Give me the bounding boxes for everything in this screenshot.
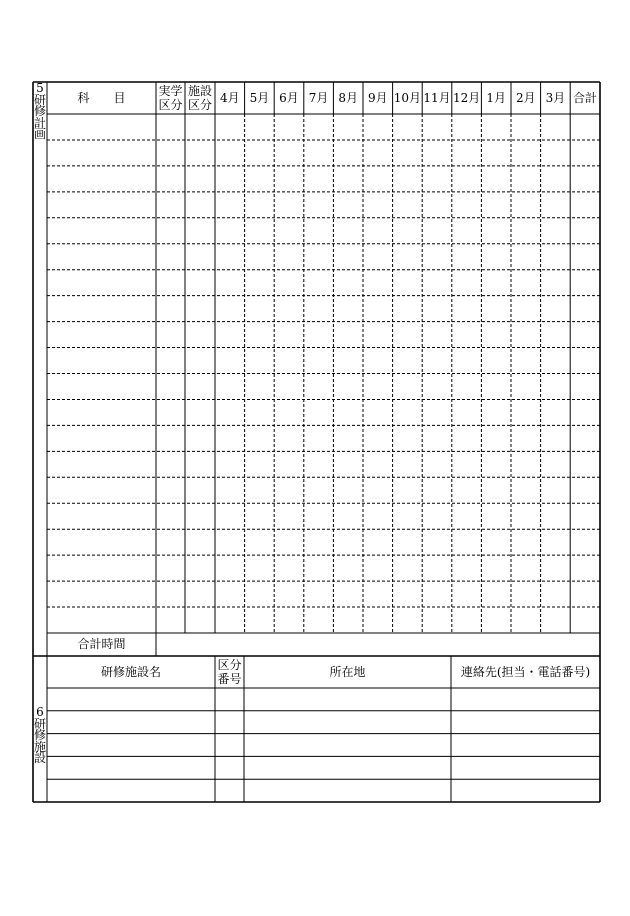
month-header: 12月 bbox=[452, 90, 481, 105]
category-number-header: 区分 番号 bbox=[217, 658, 242, 686]
month-header: 3月 bbox=[545, 90, 566, 105]
subject-header: 科 目 bbox=[77, 90, 126, 105]
month-header: 8月 bbox=[338, 90, 358, 105]
address-header: 所在地 bbox=[329, 664, 366, 679]
month-header: 11月 bbox=[423, 90, 451, 105]
facility-name-header: 研修施設名 bbox=[100, 664, 161, 679]
training-form bbox=[33, 82, 600, 802]
month-header: 2月 bbox=[515, 90, 536, 105]
total-hours-label: 合計時間 bbox=[77, 637, 126, 651]
contact-header: 連絡先(担当・電話番号) bbox=[460, 664, 591, 679]
month-header: 7月 bbox=[308, 90, 329, 105]
month-header: 4月 bbox=[219, 90, 240, 105]
month-header: 6月 bbox=[279, 90, 299, 105]
facility-category-header: 施設 区分 bbox=[187, 84, 212, 112]
month-header: 1月 bbox=[486, 90, 506, 105]
form-grid bbox=[33, 82, 600, 802]
month-header: 5月 bbox=[249, 90, 270, 105]
facility-section-label: 6 研 修 施 設 bbox=[33, 705, 46, 765]
plan-section-label: 5 研 修 計 画 bbox=[33, 81, 46, 141]
practice-category-header: 実学 区分 bbox=[158, 84, 183, 112]
month-header: 9月 bbox=[367, 90, 388, 105]
total-header: 合計 bbox=[572, 90, 597, 105]
month-header: 10月 bbox=[393, 90, 422, 105]
